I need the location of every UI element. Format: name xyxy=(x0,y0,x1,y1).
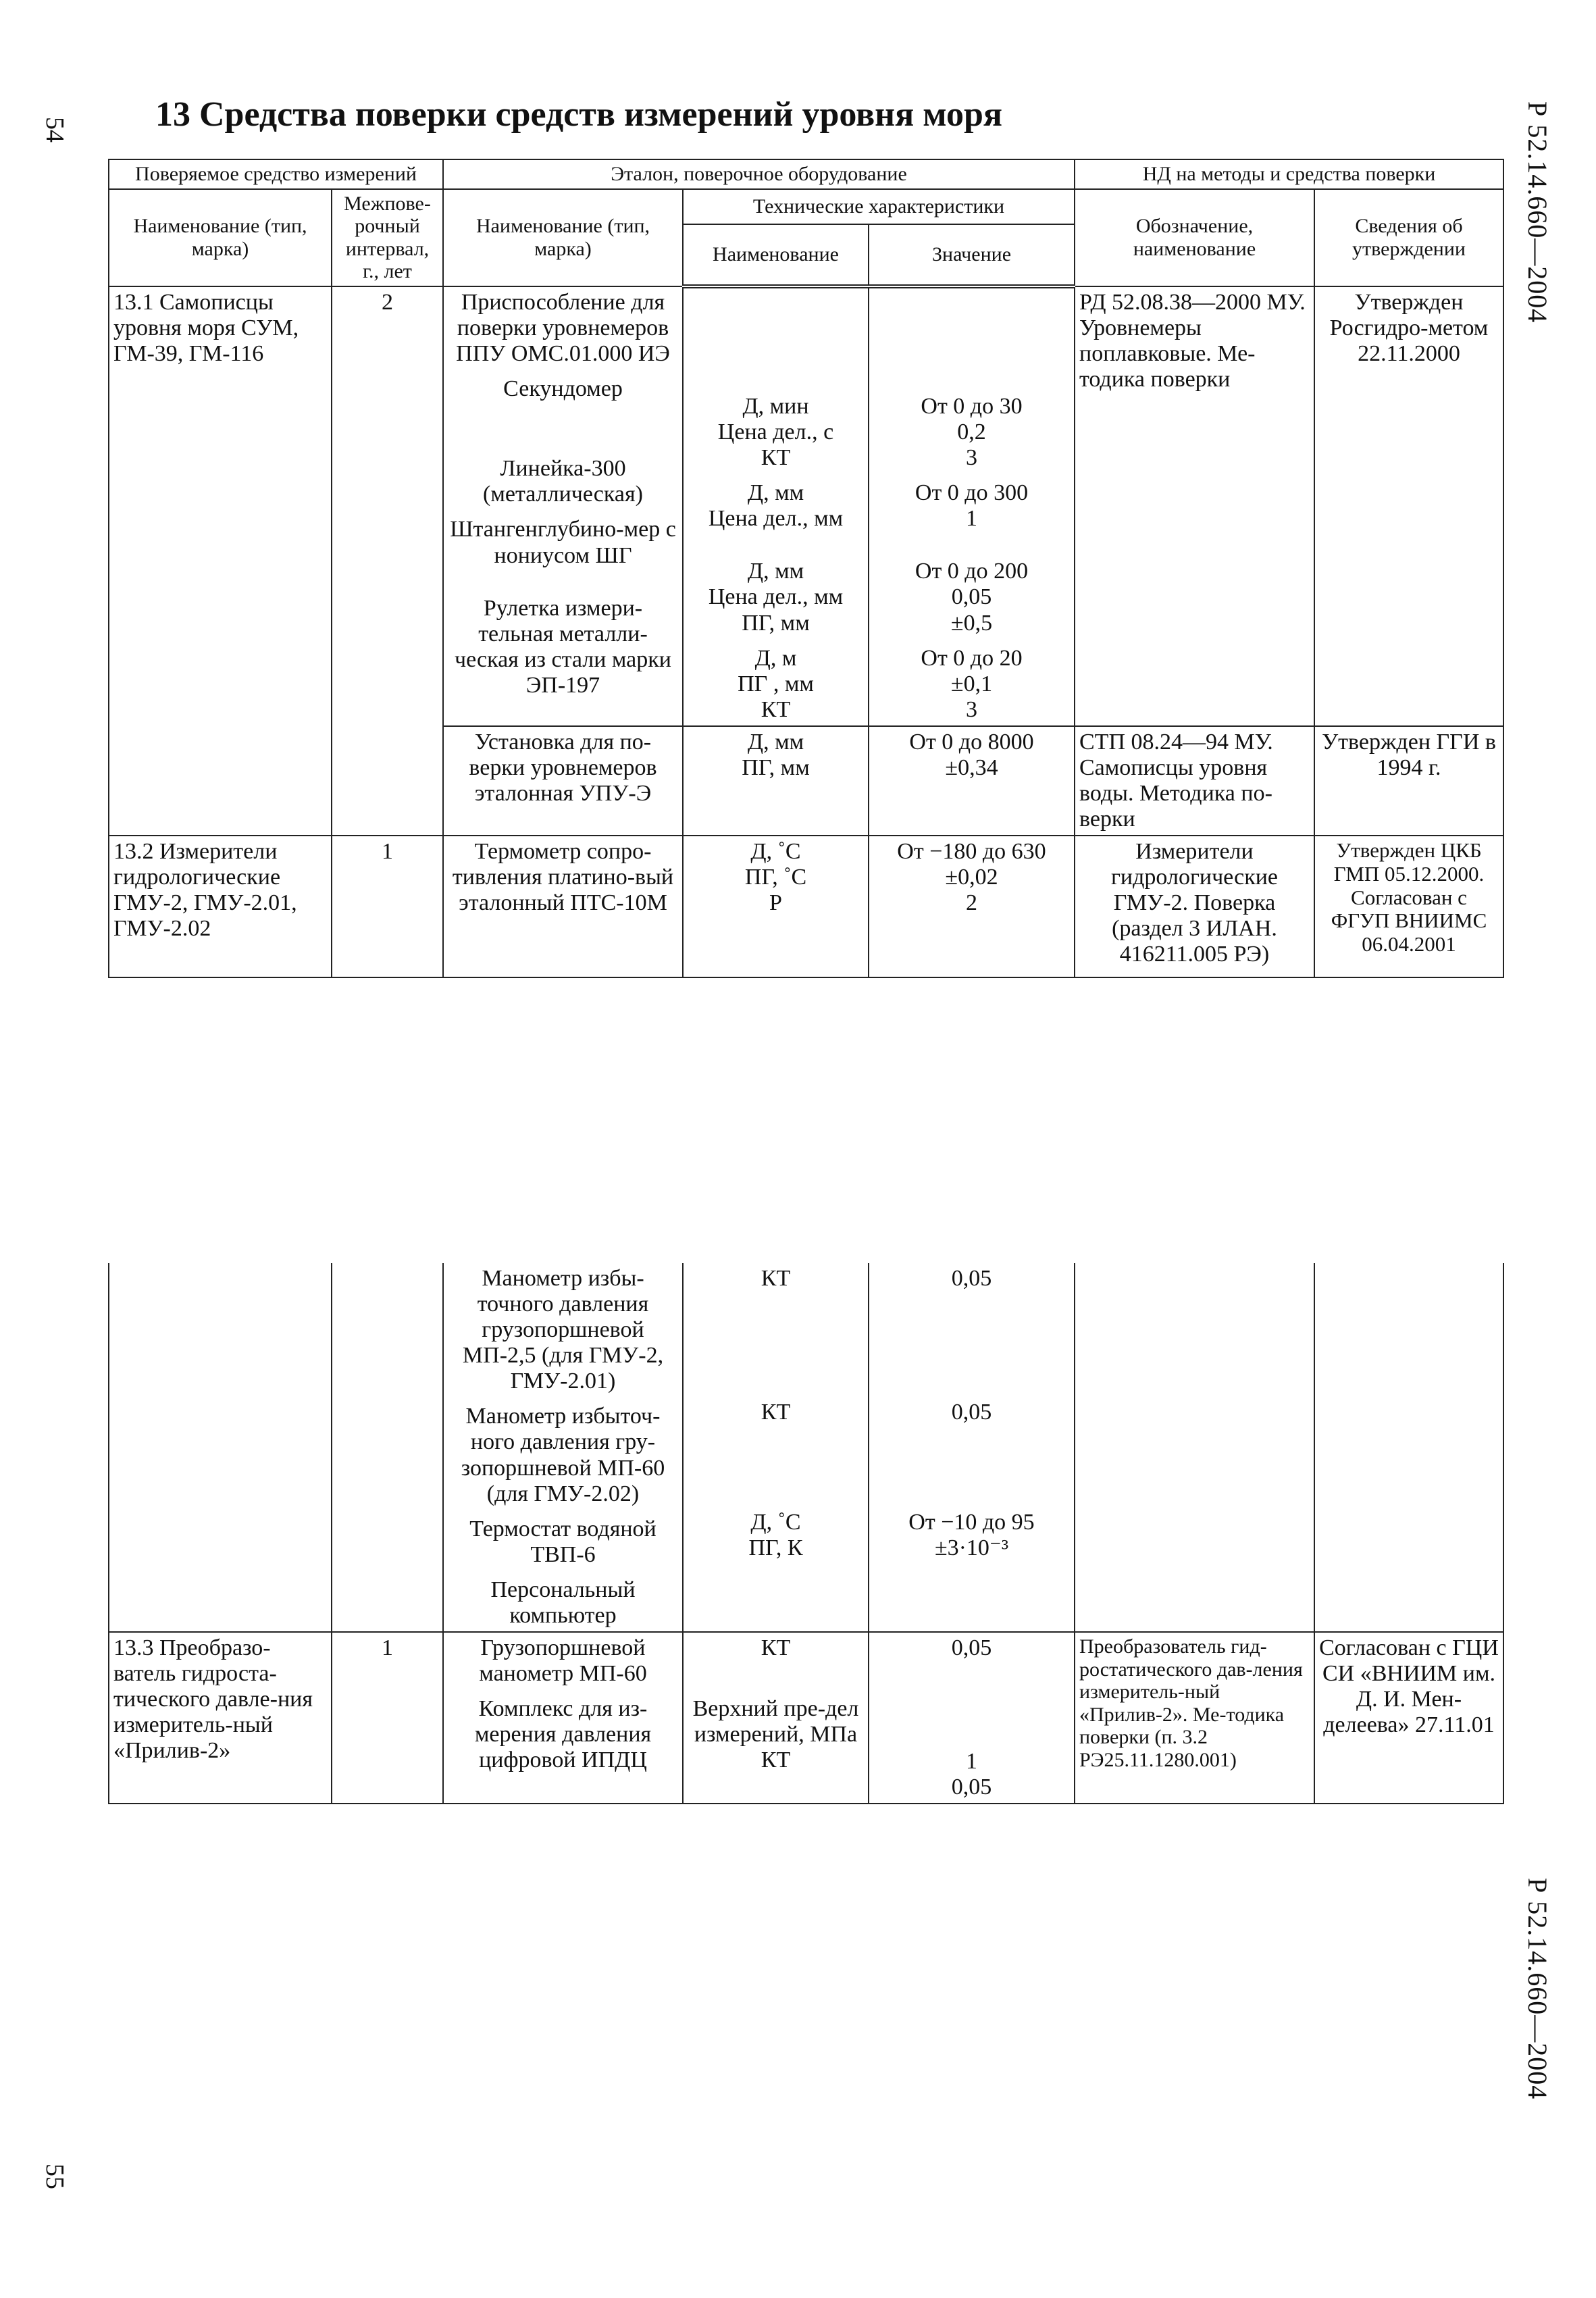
param: КТ xyxy=(761,1400,791,1425)
value: 1 xyxy=(966,506,977,532)
side-code-bottom: Р 52.14.660—2004 xyxy=(1522,1878,1553,2100)
etalon-thermostat: Термостат водяной ТВП-6 xyxy=(469,1516,657,1567)
row-13-2-cont-values xyxy=(869,1263,1075,1632)
value: ±0,02 xyxy=(945,865,998,890)
param: Д, мм xyxy=(747,480,804,506)
verification-table-part2 xyxy=(108,1263,1504,1804)
value: ±0,1 xyxy=(950,671,993,696)
value: От −10 до 95 xyxy=(908,1510,1035,1535)
param: ПГ , мм xyxy=(738,671,814,696)
param: КТ xyxy=(761,1266,791,1291)
etalon-mp-60: Манометр избыточ-ного давления гру-зопоршневой МП-60 (для ГМУ-2.02) xyxy=(461,1404,665,1506)
param: ПГ, мм xyxy=(742,755,810,780)
row-13-1-etalons xyxy=(443,286,683,726)
row-13-2-cont-nd xyxy=(1075,1263,1314,1632)
header-tech-name: Наименование xyxy=(683,224,869,286)
value: 0,05 xyxy=(951,1400,992,1425)
value: От 0 до 300 xyxy=(915,480,1029,506)
param: Р xyxy=(769,890,782,916)
param: Цена дел., с xyxy=(717,419,834,445)
row-13-3-approval: Согласован с ГЦИ СИ «ВНИИМ им. Д. И. Мен-делеева» 27.11.01 xyxy=(1314,1632,1503,1804)
page-number-bottom: 55 xyxy=(41,2164,69,2189)
row-13-1-nd2: СТП 08.24—94 МУ. Самописцы уровня воды. Методика по-верки xyxy=(1075,726,1314,836)
param: ПГ, К xyxy=(748,1535,803,1561)
row-13-1-params xyxy=(683,286,869,726)
header-nd-designation: Обозначение, наименование xyxy=(1075,189,1314,286)
row-13-1-nd1: РД 52.08.38—2000 МУ. Уровнемеры поплавковые. Ме-тодика поверки xyxy=(1075,286,1314,726)
param: Цена дел., мм xyxy=(708,506,844,532)
param: Верхний пре-дел измерений, МПа xyxy=(692,1696,859,1747)
etalon-mp-60-gruz: Грузопоршневой манометр МП-60 xyxy=(479,1635,647,1687)
row-13-1b-params xyxy=(683,726,869,836)
value: 1 xyxy=(966,1749,977,1774)
param: Д, м xyxy=(754,645,797,671)
param: Цена дел., мм xyxy=(708,584,844,610)
row-13-2-nd: Измерители гидрологические ГМУ-2. Поверка (раздел 3 ИЛАН. 416211.005 РЭ) xyxy=(1075,836,1314,977)
etalon-tape: Рулетка измери-тельная металли-ческая из стали марки ЭП-197 xyxy=(455,595,671,698)
row-13-1-approval2: Утвержден ГГИ в 1994 г. xyxy=(1314,726,1503,836)
row-13-3-params xyxy=(683,1632,869,1804)
row-13-2-values xyxy=(869,836,1075,977)
value: От 0 до 30 xyxy=(921,393,1023,419)
row-13-1-values xyxy=(869,286,1075,726)
header-tech-value: Значение xyxy=(869,224,1075,286)
row-13-2-cont-etalons xyxy=(443,1263,683,1632)
row-13-2-params xyxy=(683,836,869,977)
row-13-2-cont-approval xyxy=(1314,1263,1503,1632)
etalon-mp-2-5: Манометр избы-точного давления грузопоршневой МП-2,5 (для ГМУ-2, ГМУ-2.01) xyxy=(462,1266,664,1394)
value: От −180 до 630 xyxy=(897,839,1046,865)
header-name: Наименование (тип, марка) xyxy=(109,189,332,286)
value: ±0,34 xyxy=(945,755,998,780)
value: ±3·10⁻³ xyxy=(934,1535,1009,1561)
value: 2 xyxy=(966,890,977,916)
value: От 0 до 20 xyxy=(921,645,1023,671)
etalon-pts: Термометр сопро-тивления платино-вый эталонный ПТС-10М xyxy=(443,836,683,977)
value: 0,2 xyxy=(957,419,986,445)
header-group-instrument: Поверяемое средство измерений xyxy=(109,159,443,189)
page-number-top: 54 xyxy=(41,117,69,143)
row-13-3-interval: 1 xyxy=(332,1632,443,1804)
param: Д, мин xyxy=(742,393,809,419)
row-13-1-name: 13.1 Самописцы уровня моря СУМ, ГМ-39, ГМ-116 xyxy=(109,286,332,836)
param: КТ xyxy=(761,696,791,722)
header-etalon-name: Наименование (тип, марка) xyxy=(443,189,683,286)
param: ПГ, мм xyxy=(742,610,810,636)
row-13-3-values xyxy=(869,1632,1075,1804)
row-13-2-cont-params xyxy=(683,1263,869,1632)
row-13-2-cont-name xyxy=(109,1263,332,1632)
param: Д, мм xyxy=(747,729,804,755)
row-13-3-etalons xyxy=(443,1632,683,1804)
row-13-3-name: 13.3 Преобразо-ватель гидроста-тического давле-ния измеритель-ный «Прилив-2» xyxy=(109,1632,332,1804)
row-13-2-name: 13.2 Измерители гидрологические ГМУ-2, ГМУ-2.01, ГМУ-2.02 xyxy=(109,836,332,977)
row-13-1-interval: 2 xyxy=(332,286,443,836)
etalon-ruler: Линейка-300 (металлическая) xyxy=(483,456,643,507)
side-code-top: Р 52.14.660—2004 xyxy=(1522,101,1553,324)
header-tech: Технические характеристики xyxy=(683,189,1075,224)
etalon-pc: Персональный компьютер xyxy=(490,1577,636,1628)
row-13-2-cont-interval xyxy=(332,1263,443,1632)
header-interval: Межпове-рочный интервал, г., лет xyxy=(332,189,443,286)
row-13-3-nd: Преобразователь гид-ростатического дав-ления измеритель-ный «Прилив-2». Ме-тодика поверки (п. 3.2 РЭ25.11.1280.001) xyxy=(1075,1632,1314,1804)
etalon-depth-gauge: Штангенглубино-мер с нониусом ШГ xyxy=(450,517,676,568)
row-13-1b-values xyxy=(869,726,1075,836)
param: Д, ˚С xyxy=(750,839,801,865)
param: КТ xyxy=(761,1747,791,1773)
param: КТ xyxy=(761,445,791,471)
etalon-ppu: Приспособление для поверки уровнемеров ППУ ОМС.01.000 ИЭ xyxy=(456,289,670,367)
param: КТ xyxy=(761,1635,791,1661)
param: Д, ˚С xyxy=(750,1510,801,1535)
row-13-2-interval: 1 xyxy=(332,836,443,977)
value: 3 xyxy=(966,696,977,722)
value: 3 xyxy=(966,445,977,471)
value: 0,05 xyxy=(951,584,992,610)
header-group-etalon: Эталон, поверочное оборудование xyxy=(443,159,1075,189)
value: От 0 до 8000 xyxy=(909,729,1034,755)
etalon-upu: Установка для по-верки уровнемеров эталонная УПУ-Э xyxy=(443,726,683,836)
row-13-2-approval: Утвержден ЦКБ ГМП 05.12.2000. Согласован с ФГУП ВНИИМС 06.04.2001 xyxy=(1314,836,1503,977)
value: 0,05 xyxy=(951,1266,992,1291)
etalon-stopwatch: Секундомер xyxy=(503,376,623,402)
row-13-1-approval1: Утвержден Росгидро-метом 22.11.2000 xyxy=(1314,286,1503,726)
param: Д, мм xyxy=(747,559,804,584)
etalon-ipdc: Комплекс для из-мерения давления цифровой ИПДЦ xyxy=(474,1696,652,1773)
value: ±0,5 xyxy=(950,610,993,636)
header-approval: Сведения об утверждении xyxy=(1314,189,1503,286)
param: ПГ, ˚С xyxy=(744,865,807,890)
value: 0,05 xyxy=(951,1635,992,1661)
header-group-nd: НД на методы и средства поверки xyxy=(1075,159,1503,189)
page-title: 13 Средства поверки средств измерений уровня моря xyxy=(155,95,1003,134)
value: От 0 до 200 xyxy=(915,559,1029,584)
verification-table-part1 xyxy=(108,159,1504,978)
value: 0,05 xyxy=(951,1774,992,1800)
